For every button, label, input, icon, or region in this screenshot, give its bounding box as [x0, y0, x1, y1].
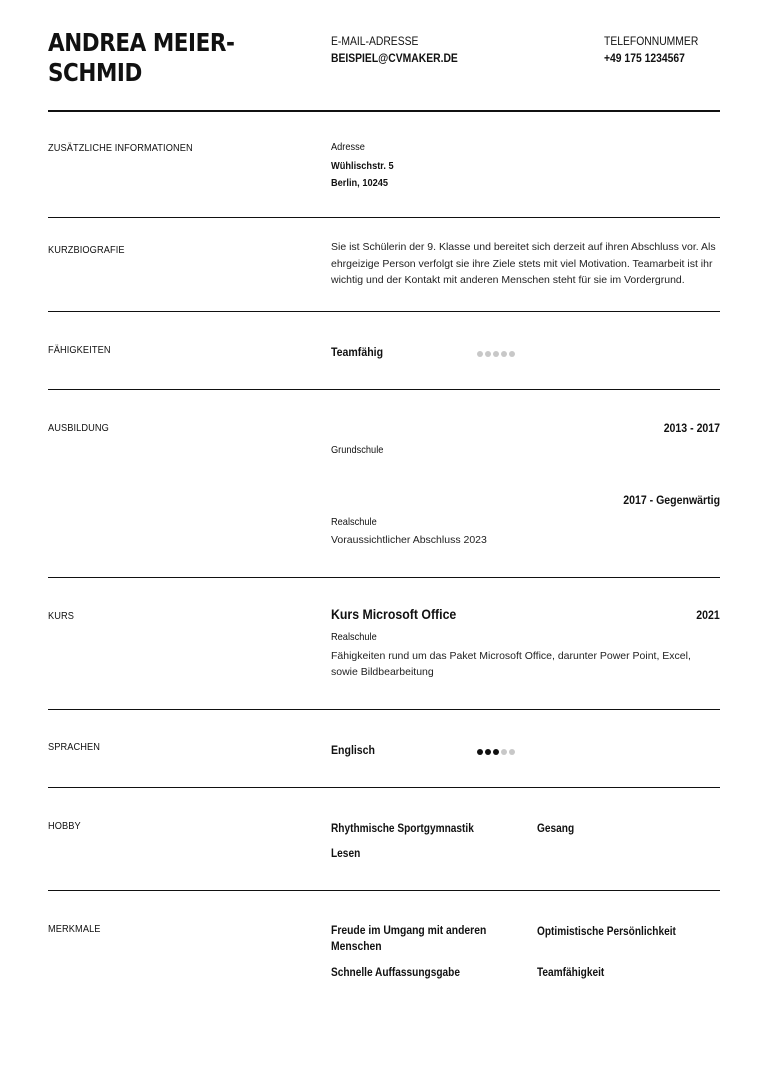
trait-item: Schnelle Auffassungsgabe	[331, 967, 460, 979]
rating-dot-filled	[485, 749, 491, 755]
course-year: 2021	[696, 608, 720, 622]
education-period	[560, 492, 720, 508]
rating-dot-empty	[485, 351, 491, 357]
rating-dot-empty	[509, 351, 515, 357]
traits-section-label: MERKMALE	[48, 923, 101, 935]
hobby-item: Rhythmische Sportgymnastik	[331, 823, 474, 835]
section-divider	[48, 787, 720, 788]
trait-item: Freude im Umgang mit anderen Menschen	[331, 925, 487, 953]
rating-dot-empty	[509, 749, 515, 755]
email-label: E-MAIL-ADRESSE	[331, 36, 419, 48]
candidate-name: ANDREA MEIER-SCHMID	[48, 28, 235, 87]
section-divider	[48, 389, 720, 390]
course-description: Fähigkeiten rund um das Paket Microsoft Office, darunter Power Point, Excel, sowie Bildbearbeitung	[331, 650, 691, 678]
section-divider	[48, 577, 720, 578]
hobby-item: Lesen	[331, 848, 361, 860]
section-divider	[48, 890, 720, 891]
rating-dot-empty	[501, 351, 507, 357]
info-section-label: ZUSÄTZLICHE INFORMATIONEN	[48, 142, 193, 154]
languages-section-label: SPRACHEN	[48, 741, 101, 753]
education-school: Grundschule	[331, 444, 384, 456]
skill-level-dots	[477, 351, 515, 357]
education-period	[580, 420, 720, 436]
education-note: Voraussichtlicher Abschluss 2023	[331, 534, 487, 546]
education-section-label: AUSBILDUNG	[48, 422, 109, 434]
phone-block	[604, 34, 698, 68]
section-divider	[48, 217, 720, 218]
course-institution: Realschule	[331, 631, 377, 643]
section-divider	[48, 709, 720, 710]
address-city: Berlin, 10245	[331, 177, 389, 189]
section-divider	[48, 311, 720, 312]
rating-dot-empty	[477, 351, 483, 357]
rating-dot-filled	[477, 749, 483, 755]
email-block	[331, 34, 458, 68]
address-street: Wühlischstr. 5	[331, 160, 394, 172]
course-title: Kurs Microsoft Office	[331, 606, 457, 622]
language-name: Englisch	[331, 743, 376, 757]
header-divider	[48, 110, 720, 112]
course-section-label: KURS	[48, 610, 75, 622]
education-period-text: 2017 - Gegenwärtig	[623, 493, 720, 507]
education-school: Realschule	[331, 516, 377, 528]
hobby-section-label: HOBBY	[48, 820, 81, 832]
email-value[interactable]: BEISPIEL@CVMAKER.DE	[331, 53, 458, 65]
trait-item: Optimistische Persönlichkeit	[537, 926, 676, 938]
phone-label: TELEFONNUMMER	[604, 36, 699, 48]
address-label: Adresse	[331, 141, 365, 153]
rating-dot-empty	[501, 749, 507, 755]
bio-section-label: KURZBIOGRAFIE	[48, 244, 125, 256]
trait-item: Teamfähigkeit	[537, 967, 605, 979]
bio-text: Sie ist Schülerin der 9. Klasse und bereitet sich derzeit auf ihren Abschluss vor. Als ehrgeizige Person verfolgt sie ihre Ziele stets mit viel Motivation. Teamarbeit ist ihr wichtig und der Kontakt mit anderen Menschen steht für sie im Vordergrund.	[331, 241, 716, 286]
rating-dot-empty	[493, 351, 499, 357]
rating-dot-filled	[493, 749, 499, 755]
phone-value[interactable]: +49 175 1234567	[604, 53, 685, 65]
skill-name: Teamfähig	[331, 345, 384, 359]
course-year-box	[620, 607, 720, 623]
education-period-text: 2013 - 2017	[663, 421, 720, 435]
hobby-item: Gesang	[537, 823, 575, 835]
language-level-dots	[477, 749, 515, 755]
skills-section-label: FÄHIGKEITEN	[48, 344, 111, 356]
